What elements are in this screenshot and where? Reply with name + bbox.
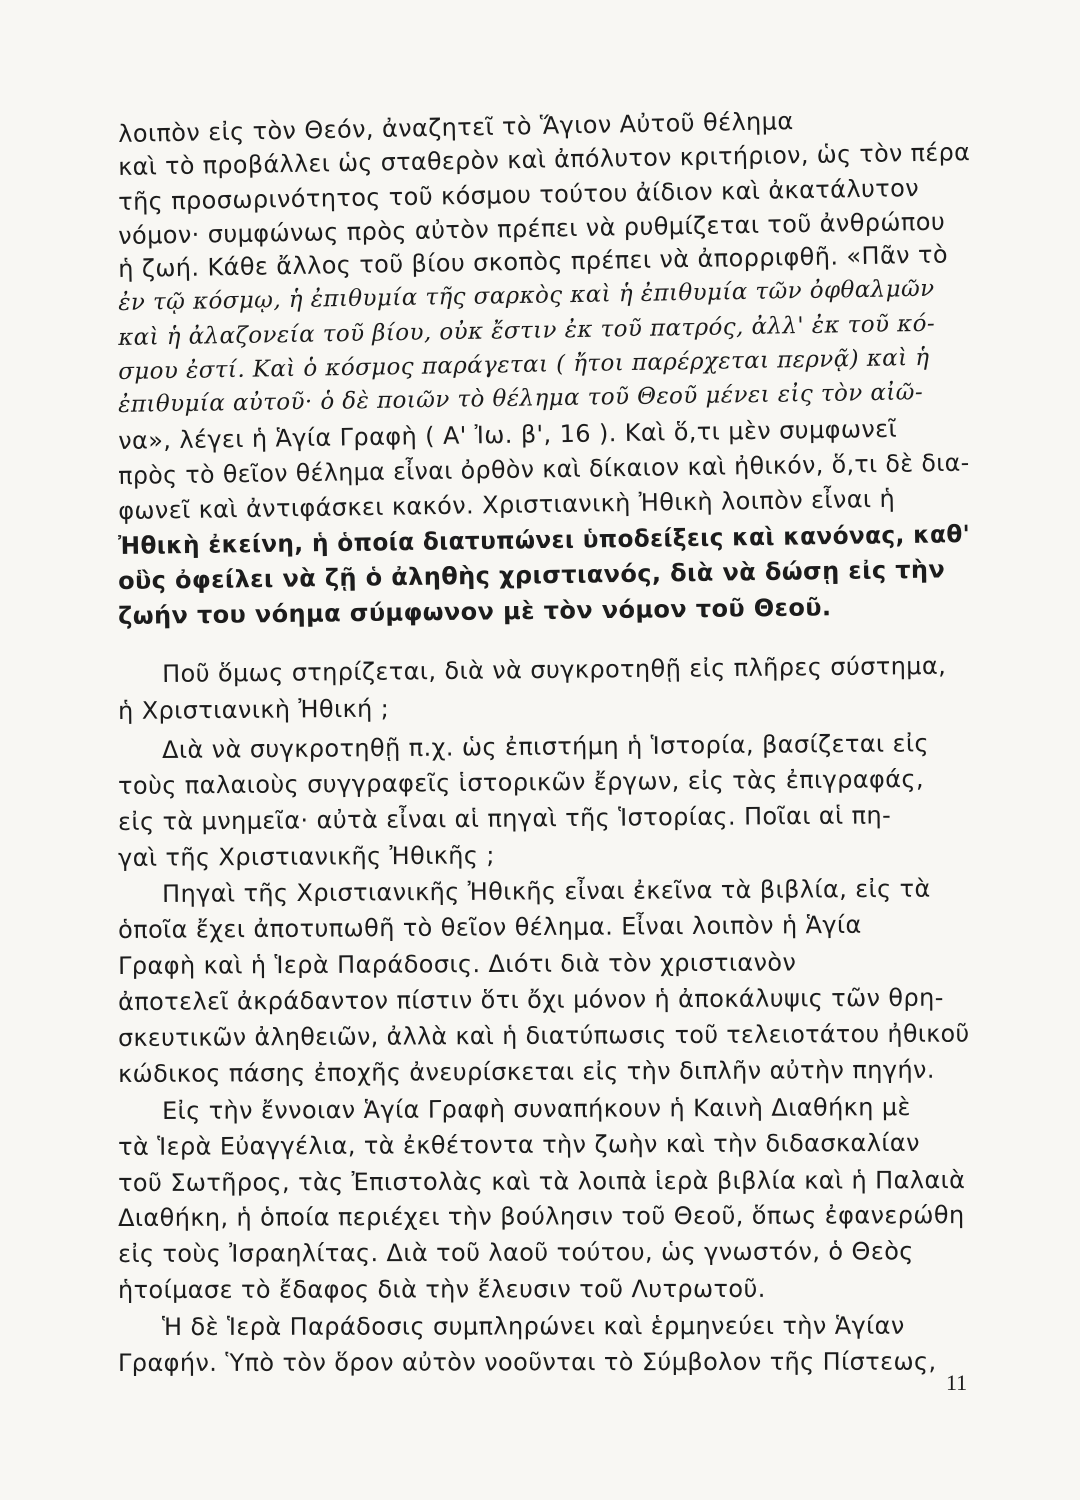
text-line: φωνεῖ καὶ ἀντιφάσκει κακόν. Χριστιανικὴ Ἠθικὴ λοιπὸν εἶναι ἡ [117,484,896,525]
definition-line: ζωήν του νόημα σύμφωνον μὲ τὸν νόμον τοῦ Θεοῦ. [117,593,832,630]
text-line: τὰ Ἱερὰ Εὐαγγέλια, τὰ ἐκθέτοντα τὴν ζωὴν καὶ τὴν διδασκαλίαν [117,1128,920,1161]
text-line: νόμον· συμφώνως πρὸς αὐτὸν πρέπει νὰ ρυθμίζεται τοῦ ἀνθρώπου [117,207,946,250]
text-line: Διαθήκη, ἡ ὁποία περιέχει τὴν βούλησιν τοῦ Θεοῦ, ὅπως ἐφανερώθη [117,1201,965,1232]
text-line: εἰς τὰ μνημεῖα· αὐτὰ εἶναι αἱ πηγαὶ τῆς Ἱστορίας. Ποῖαι αἱ πη- [117,801,892,836]
paragraph-first-line: Εἰς τὴν ἔννοιαν Ἁγία Γραφὴ συναπήκουν ἡ Καινὴ Διαθήκη μὲ [161,1093,911,1125]
quote-line: ἐπιθυμία αὐτοῦ· ὁ δὲ ποιῶν τὸ θέλημα τοῦ Θεοῦ μένει εἰς τὸν αἰῶ- [117,379,924,418]
quote-line: ἐν τῷ κόσμῳ, ἡ ἐπιθυμία τῆς σαρκὸς καὶ ἡ ἐπιθυμία τῶν ὀφθαλμῶν [117,275,935,316]
text-line: καὶ τὸ προβάλλει ὡς σταθερὸν καὶ ἀπόλυτον κριτήριον, ὡς τὸν πέρα [117,138,971,181]
text-line: εἰς τοὺς Ἰσραηλίτας. Διὰ τοῦ λαοῦ τούτου, ὡς γνωστόν, ὁ Θεὸς [117,1237,914,1268]
text-line: ἡ Χριστιανικὴ Ἠθική ; [117,694,390,725]
text-line: ὁποῖα ἔχει ἀποτυπωθῆ τὸ θεῖον θέλημα. Εἶναι λοιπὸν ἡ Ἁγία [117,910,862,944]
text-line: τοὺς παλαιοὺς συγγραφεῖς ἱστορικῶν ἔργων, εἰς τὰς ἐπιγραφάς, [117,764,925,800]
paragraph-first-line: Ἡ δὲ Ἱερὰ Παράδοσις συμπληρώνει καὶ ἑρμηνεύει τὴν Ἁγίαν [161,1311,905,1341]
text-line: κώδικος πάσης ἐποχῆς ἀνευρίσκεται εἰς τὴν διπλῆν αὐτὴν πηγήν. [117,1055,935,1088]
text-line: σκευτικῶν ἀληθειῶν, ἀλλὰ καὶ ἡ διατύπωσις τοῦ τελειοτάτου ἠθικοῦ [117,1019,970,1052]
text-line: λοιπὸν εἰς τὸν Θεόν, ἀναζητεῖ τὸ Ἅγιον Αὐτοῦ θέλημα [117,107,794,148]
paragraph-first-line: Πηγαὶ τῆς Χριστιανικῆς Ἠθικῆς εἶναι ἐκεῖνα τὰ βιβλία, εἰς τὰ [161,874,931,908]
quote-line: καὶ ἡ ἀλαζονεία τοῦ βίου, οὐκ ἔστιν ἐκ τοῦ πατρός, ἀλλ' ἐκ τοῦ κό- [117,310,936,351]
paragraph-first-line: Διὰ νὰ συγκροτηθῇ π.χ. ὡς ἐπιστήμη ἡ Ἱστορία, βασίζεται εἰς [161,729,930,764]
text-line: τοῦ Σωτῆρος, τὰς Ἐπιστολὰς καὶ τὰ λοιπὰ ἱερὰ βιβλία καὶ ἡ Παλαιὰ [117,1166,966,1197]
text-line: γαὶ τῆς Χριστιανικῆς Ἠθικῆς ; [117,841,495,872]
text-line: τῆς προσωρινότητος τοῦ κόσμου τούτου ἀίδιον καὶ ἀκατάλυτον [117,174,920,216]
definition-line: οὓς ὀφείλει νὰ ζῇ ὁ ἀληθὴς χριστιανός, διὰ νὰ δώσῃ εἰς τὴν [117,555,946,595]
text-line: ἀποτελεῖ ἀκράδαντον πίστιν ὅτι ὄχι μόνον ἡ ἀποκάλυψις τῶν θρη- [117,983,944,1016]
quote-line: σμου ἐστί. Καὶ ὁ κόσμος παράγεται ( ἤτοι παρέρχεται περνᾷ) καὶ ἡ [117,344,930,385]
text-line: πρὸς τὸ θεῖον θέλημα εἶναι ὀρθὸν καὶ δίκαιον καὶ ἠθικόν, ὅ,τι δὲ δια- [117,448,970,490]
paragraph-first-line: Ποῦ ὅμως στηρίζεται, διὰ νὰ συγκροτηθῇ εἰς πλῆρες σύστημα, [161,651,947,688]
text-line: να», λέγει ἡ Ἁγία Γραφὴ ( Α' Ἰω. β', 16 ). Καὶ ὅ,τι μὲν συμφωνεῖ [117,414,898,455]
text-line: Γραφὴ καὶ ἡ Ἱερὰ Παράδοσις. Διότι διὰ τὸν χριστιανὸν [117,948,797,980]
text-line: ἡ ζωή. Κάθε ἄλλος τοῦ βίου σκοπὸς πρέπει νὰ ἀπορριφθῆ. «Πᾶν τὸ [117,240,949,283]
text-line: Γραφήν. Ὑπὸ τὸν ὅρον αὐτὸν νοοῦνται τὸ Σύμβολον τῆς Πίστεως, [117,1347,937,1377]
text-line: ἡτοίμασε τὸ ἔδαφος διὰ τὴν ἔλευσιν τοῦ Λυτρωτοῦ. [117,1274,766,1304]
page-number: 11 [946,1370,968,1395]
definition-line: Ἠθικὴ ἐκείνη, ἡ ὁποία διατυπώνει ὑποδείξεις καὶ κανόνας, καθ' [117,520,971,560]
